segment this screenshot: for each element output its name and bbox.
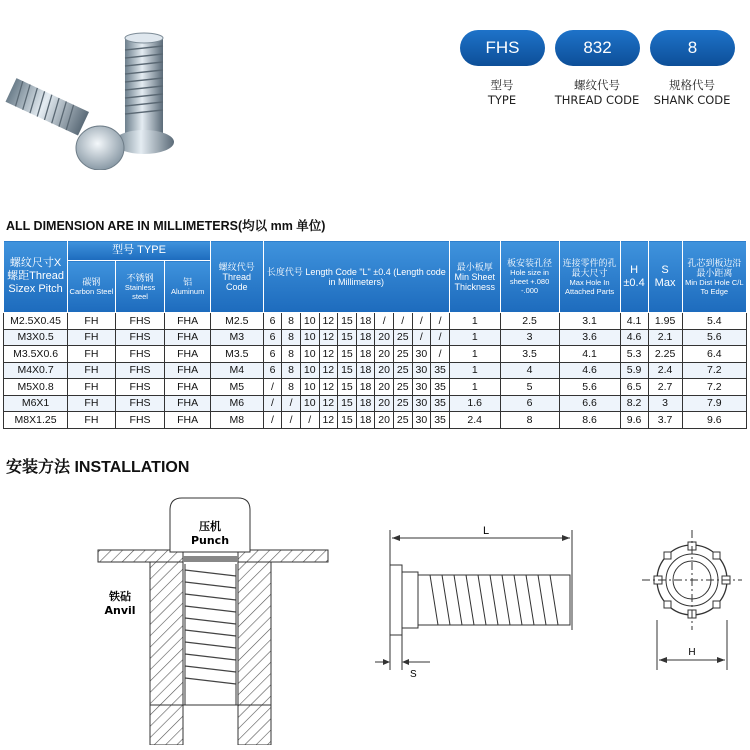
- dimension-title: ALL DIMENSION ARE IN MILLIMETERS(均以 mm 单位): [6, 219, 326, 233]
- cell-size: M3X0.5: [4, 329, 68, 346]
- cell-length: 6: [263, 313, 282, 330]
- cell-dist: 7.2: [682, 379, 746, 396]
- cell-length: 12: [319, 362, 338, 379]
- cell-length: /: [393, 313, 412, 330]
- cell-length: /: [282, 412, 301, 429]
- s-label: S: [410, 669, 417, 680]
- installation-title: 安装方法 INSTALLATION: [6, 459, 190, 476]
- header-stainless: 不锈钢 Stainless steel: [115, 261, 165, 313]
- cell-hole: 6: [500, 395, 559, 412]
- cell-length: 12: [319, 412, 338, 429]
- cell-h: 6.5: [620, 379, 648, 396]
- spec-table: [3, 240, 747, 429]
- cell-length: /: [412, 329, 431, 346]
- cell-length: 6: [263, 362, 282, 379]
- cell-sheet: 1: [449, 362, 500, 379]
- header-length: 长度代号 Length Code "L" ±0.4 (Length code in Millimeters): [263, 241, 449, 313]
- cell-dist: 9.6: [682, 412, 746, 429]
- cell-length: 18: [356, 313, 375, 330]
- cell-dist: 5.6: [682, 329, 746, 346]
- cell-length: 15: [338, 412, 357, 429]
- cell-maxhole: 4.6: [559, 362, 620, 379]
- spec-table-body: [4, 313, 747, 429]
- header-thread-code: 螺纹代号 Thread Code: [210, 241, 263, 313]
- anvil-label-en: Anvil: [104, 604, 136, 617]
- cell-length: 12: [319, 329, 338, 346]
- cell-h: 4.6: [620, 329, 648, 346]
- cell-fhs: FHS: [115, 379, 165, 396]
- cell-fhs: FHS: [115, 346, 165, 363]
- cell-sheet: 1.6: [449, 395, 500, 412]
- cell-fhs: FHS: [115, 412, 165, 429]
- header-carbon: 碳钢 Carbon Steel: [68, 261, 116, 313]
- cell-length: 18: [356, 395, 375, 412]
- cell-length: 10: [300, 362, 319, 379]
- cell-size: M4X0.7: [4, 362, 68, 379]
- punch-label-en: Punch: [190, 534, 230, 547]
- cell-length: 20: [375, 412, 394, 429]
- cell-code: M3.5: [210, 346, 263, 363]
- cell-fha: FHA: [165, 346, 211, 363]
- cell-fh: FH: [68, 346, 116, 363]
- cell-sheet: 1: [449, 329, 500, 346]
- cell-length: 20: [375, 379, 394, 396]
- cell-length: 15: [338, 329, 357, 346]
- cell-length: 20: [375, 346, 394, 363]
- cell-length: 30: [412, 346, 431, 363]
- cell-length: 8: [282, 313, 301, 330]
- cell-sheet: 1: [449, 379, 500, 396]
- cell-length: 35: [431, 395, 450, 412]
- cell-size: M8X1.25: [4, 412, 68, 429]
- cell-fha: FHA: [165, 362, 211, 379]
- cell-length: /: [282, 395, 301, 412]
- cell-length: 18: [356, 329, 375, 346]
- cell-dist: 7.2: [682, 362, 746, 379]
- table-row: [4, 346, 747, 363]
- cell-code: M5: [210, 379, 263, 396]
- cell-length: 8: [282, 379, 301, 396]
- cell-h: 5.9: [620, 362, 648, 379]
- header-aluminum: 铝 Aluminum: [165, 261, 211, 313]
- cell-length: /: [263, 379, 282, 396]
- product-photo: [0, 20, 190, 170]
- stud-side-view: [375, 525, 572, 680]
- cell-maxhole: 8.6: [559, 412, 620, 429]
- cell-length: /: [263, 412, 282, 429]
- cell-fhs: FHS: [115, 329, 165, 346]
- cell-fha: FHA: [165, 395, 211, 412]
- cell-maxhole: 6.6: [559, 395, 620, 412]
- header-s: S Max: [648, 241, 682, 313]
- cell-length: 10: [300, 329, 319, 346]
- cell-fh: FH: [68, 313, 116, 330]
- cell-hole: 5: [500, 379, 559, 396]
- cell-size: M6X1: [4, 395, 68, 412]
- anvil-label-zh: 铁砧: [109, 590, 131, 603]
- thread-code-pill: 832: [555, 30, 640, 66]
- cell-maxhole: 5.6: [559, 379, 620, 396]
- cell-length: 35: [431, 412, 450, 429]
- cell-length: 30: [412, 395, 431, 412]
- cell-s: 2.7: [648, 379, 682, 396]
- cell-sheet: 2.4: [449, 412, 500, 429]
- cell-length: /: [431, 329, 450, 346]
- cell-length: 20: [375, 362, 394, 379]
- h-label: H: [688, 647, 696, 658]
- header-max-hole: 连接零件的孔最大尺寸 Max Hole In Attached Parts: [559, 241, 620, 313]
- cell-length: 10: [300, 346, 319, 363]
- header-hole: 板安装孔径 Hole size in sheet +.080 -.000: [500, 241, 559, 313]
- cell-length: 12: [319, 346, 338, 363]
- cell-size: M2.5X0.45: [4, 313, 68, 330]
- thread-code-caption: 螺纹代号 THREAD CODE: [554, 78, 640, 107]
- cell-maxhole: 4.1: [559, 346, 620, 363]
- cell-dist: 5.4: [682, 313, 746, 330]
- cell-length: 10: [300, 379, 319, 396]
- shank-code-pill: 8: [650, 30, 735, 66]
- cell-fhs: FHS: [115, 313, 165, 330]
- cell-length: 18: [356, 346, 375, 363]
- cell-length: /: [375, 313, 394, 330]
- table-row: [4, 313, 747, 330]
- cell-code: M3: [210, 329, 263, 346]
- header-sheet: 最小板厚 Min Sheet Thickness: [449, 241, 500, 313]
- cell-length: 15: [338, 395, 357, 412]
- cell-length: 15: [338, 313, 357, 330]
- type-caption: 型号 TYPE: [487, 78, 517, 107]
- cell-dist: 7.9: [682, 395, 746, 412]
- cell-length: 25: [393, 379, 412, 396]
- cell-length: 6: [263, 329, 282, 346]
- cell-s: 1.95: [648, 313, 682, 330]
- cell-fha: FHA: [165, 412, 211, 429]
- table-row: [4, 412, 747, 429]
- cell-s: 3: [648, 395, 682, 412]
- cell-fha: FHA: [165, 379, 211, 396]
- shank-code-caption: 规格代号 SHANK CODE: [653, 78, 731, 107]
- table-row: [4, 395, 747, 412]
- cell-length: 10: [300, 313, 319, 330]
- cell-fh: FH: [68, 395, 116, 412]
- cell-length: 15: [338, 346, 357, 363]
- cell-length: 8: [282, 329, 301, 346]
- installation-cross-section: [98, 498, 328, 745]
- cell-fh: FH: [68, 362, 116, 379]
- cell-length: 20: [375, 329, 394, 346]
- cell-fh: FH: [68, 379, 116, 396]
- cell-fh: FH: [68, 329, 116, 346]
- cell-h: 9.6: [620, 412, 648, 429]
- cell-sheet: 1: [449, 346, 500, 363]
- cell-length: 15: [338, 362, 357, 379]
- cell-s: 2.25: [648, 346, 682, 363]
- cell-length: 12: [319, 379, 338, 396]
- cell-maxhole: 3.6: [559, 329, 620, 346]
- cell-hole: 3.5: [500, 346, 559, 363]
- cell-length: 12: [319, 395, 338, 412]
- cell-s: 2.1: [648, 329, 682, 346]
- cell-s: 3.7: [648, 412, 682, 429]
- header-size: 螺纹尺寸X 螺距Thread Sizex Pitch: [4, 241, 68, 313]
- cell-h: 4.1: [620, 313, 648, 330]
- cell-length: 25: [393, 346, 412, 363]
- cell-length: 18: [356, 412, 375, 429]
- cell-hole: 2.5: [500, 313, 559, 330]
- cell-length: 18: [356, 362, 375, 379]
- punch-label-zh: 压机: [199, 520, 221, 533]
- cell-code: M4: [210, 362, 263, 379]
- cell-length: 20: [375, 395, 394, 412]
- cell-h: 5.3: [620, 346, 648, 363]
- header-dist: 孔芯到板边沿最小距离 Min Dist Hole C/L To Edge: [682, 241, 746, 313]
- length-label: L: [482, 525, 490, 537]
- cell-length: /: [263, 395, 282, 412]
- installation-drawing: [0, 480, 750, 745]
- table-row: [4, 329, 747, 346]
- part-number-legend: [460, 30, 740, 120]
- cell-length: 30: [412, 362, 431, 379]
- stud-end-view: [642, 530, 742, 670]
- cell-size: M5X0.8: [4, 379, 68, 396]
- cell-code: M8: [210, 412, 263, 429]
- cell-length: 30: [412, 412, 431, 429]
- cell-fha: FHA: [165, 329, 211, 346]
- cell-length: 25: [393, 412, 412, 429]
- type-pill: FHS: [460, 30, 545, 66]
- cell-fha: FHA: [165, 313, 211, 330]
- cell-sheet: 1: [449, 313, 500, 330]
- table-row: [4, 379, 747, 396]
- cell-length: 25: [393, 329, 412, 346]
- cell-s: 2.4: [648, 362, 682, 379]
- cell-length: 8: [282, 362, 301, 379]
- cell-fhs: FHS: [115, 395, 165, 412]
- cell-length: 15: [338, 379, 357, 396]
- cell-length: /: [431, 313, 450, 330]
- cell-hole: 8: [500, 412, 559, 429]
- cell-length: /: [431, 346, 450, 363]
- cell-hole: 4: [500, 362, 559, 379]
- cell-length: /: [412, 313, 431, 330]
- cell-length: 25: [393, 362, 412, 379]
- header-type: 型号 TYPE: [68, 241, 211, 261]
- cell-fhs: FHS: [115, 362, 165, 379]
- cell-length: 25: [393, 395, 412, 412]
- cell-length: 35: [431, 362, 450, 379]
- cell-length: 18: [356, 379, 375, 396]
- header-h: H ±0.4: [620, 241, 648, 313]
- cell-length: 35: [431, 379, 450, 396]
- cell-length: 8: [282, 346, 301, 363]
- cell-length: 12: [319, 313, 338, 330]
- cell-length: 30: [412, 379, 431, 396]
- cell-maxhole: 3.1: [559, 313, 620, 330]
- cell-length: 10: [300, 395, 319, 412]
- cell-length: 6: [263, 346, 282, 363]
- cell-hole: 3: [500, 329, 559, 346]
- cell-h: 8.2: [620, 395, 648, 412]
- cell-fh: FH: [68, 412, 116, 429]
- cell-code: M6: [210, 395, 263, 412]
- cell-size: M3.5X0.6: [4, 346, 68, 363]
- cell-length: /: [300, 412, 319, 429]
- table-row: [4, 362, 747, 379]
- cell-code: M2.5: [210, 313, 263, 330]
- cell-dist: 6.4: [682, 346, 746, 363]
